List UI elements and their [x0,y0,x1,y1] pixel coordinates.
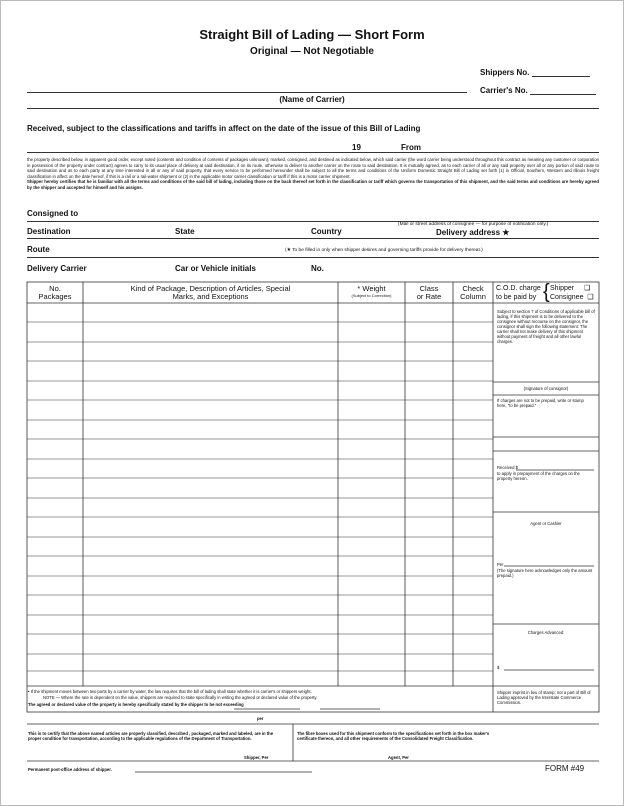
per-value-label: per [257,716,264,721]
water-note: • If the shipment moves between two ports by a carrier by water, the law requires that the bill of lading shall state whether it is carrier's or shippers weight. [28,689,312,694]
agent-cashier-caption: Agent or Cashier [530,521,562,526]
vehicle-no-label: No. [311,264,324,273]
col-header-check-line2: Column [460,292,486,301]
shipper-per-label: Shipper, Per [244,755,269,760]
shippers-no-label: Shippers No. [480,68,530,77]
col-header-check [453,285,493,301]
value-note: NOTE — Where the rate is dependent on the value, shippers are required to state specifically in writing the agreed or declared value of the property. [43,695,318,700]
apply-prepayment: to apply in prepayment of the charges on the property hereon. [497,471,580,481]
dollar-sign: $ [497,665,500,670]
terms-text: the property described below, in apparent good order, except noted (contents and condition of contents of packages unknown), marked, consigned, and destined as indicated below, which said carrier (the word carrier being understood throughout this contract as meaning any customer or corporation in possession of the property under contract) agrees to carry to its usual place of delivery at said destination, if on its route, otherwise to deliver to another carrier on the route to said destination. It is mutually agreed, as to each carrier of all or any said property over all or any portion of said route to said destination and as to each party at any time interested in all or any of said property, that every service to be performed hereunder shall be subject to all the terms and conditions of the Uniform Domestic Straight Bill of Lading set forth (1) in Official, Southern, Western and Illinois freight classification in affect on the date hereof, if this is a rail or a rail-water shipment or (2) in the applicable motor carrier classification or tariff if this is a motor carrier shipment. [27,157,599,179]
cod-shipper-checkbox[interactable]: ❑ [584,285,591,292]
cod-options [550,284,594,302]
form-title: Straight Bill of Lading — Short Form [199,27,425,42]
permanent-address-label: Permanent post-office address of shipper. [28,767,112,772]
per-label: Per [497,562,504,567]
col-header-weight-sub: (Subject to Correction) [351,293,392,298]
declared-value: The agreed or declared value of the property is hereby specifically stated by the shipper to be not exceeding [28,702,244,707]
agent-per-label: Agent, Per [388,755,409,760]
col-header-kind-line1: Kind of Package, Description of Articles, Special [130,284,291,293]
col-header-no: No. [49,284,61,293]
delivery-address-label: Delivery address ★ [436,228,510,237]
country-label: Country [311,227,342,236]
state-label: State [175,227,195,236]
cod-charge-label: C.O.D. charge [496,285,541,292]
route-note: (★ To be filled in only when shipper desires and governing tariffs provide for delivery thereat.) [285,248,483,253]
year-label: 19 [352,143,361,152]
form-number: FORM #49 [545,764,585,773]
charges-advanced: Charges Advanced: [527,630,565,635]
vehicle-initials-label: Car or Vehicle initials [175,264,256,273]
cod-consignee-checkbox[interactable]: ❑ [587,294,594,301]
route-label: Route [27,245,50,254]
destination-label: Destination [27,227,71,236]
delivery-carrier-label: Delivery Carrier [27,264,87,273]
certify-right: The fibre boxes used for this shipment conform to the specifications set forth in the box maker's certificate thereon, and all other requirements of the Consolidated Freight Classification. [297,731,490,742]
col-header-check-line1: Check [462,284,484,293]
imprint-note: Shipper imprint in lieu of stamp; not a part of Bill of Lading approved by the Interstate Commerce Commission. [497,690,591,705]
received-dollar: Received $ [497,465,518,470]
col-header-class-line2: or Rate [416,292,442,301]
carrier-name-caption: (Name of Carrier) [279,95,345,104]
ack-note: (The signature here acknowledges only the amount prepaid.) [497,568,593,578]
cod-paid-by-label: to be paid by [496,294,537,301]
col-header-weight-label: * Weight [357,284,386,293]
consignor-signature-caption: (Signature of consignor) [523,386,569,391]
col-header-class [405,285,453,301]
certify-text: Shipper hereby certifies that he is familiar with all the terms and conditions of the said bill of lading, including those on the back thereof set forth in the classification or tariff which governs the transportation of this shipment, and the said terms and conditions are hereby agreed by the shipper and accepted for himself and his assigns. [27,179,599,190]
prepaid-note: If charges are not to be prepaid, write or stamp here, "to be prepaid." [497,398,584,408]
brace: { [543,281,550,303]
section7-text: Subject to section 7 of Conditions of applicable bill of lading, if this shipment is to be delivered to the consignee without recourse on the consignor, the consignor shall sign the following statement: The carrier shall not make delivery of this shipment without payment of freight and all other lawful charges. [497,309,595,344]
col-header-packages-label: Packages [38,292,72,301]
form-subtitle: Original — Not Negotiable [250,46,374,57]
cod-consignee-label: Consignee [550,294,584,301]
carriers-no-label: Carrier's No. [480,86,528,95]
cod-box [496,284,541,302]
consigned-to-label: Consigned to [27,209,79,218]
received-statement: Received, subject to the classifications and tariffs in affect on the date of the issue of this Bill of Lading [27,124,421,133]
col-header-weight [338,285,405,298]
certify-left: This is to certify that the above named articles are properly classified, described , packaged, marked and labeled, are in the proper condition for transportation, according to the applicable regulations of the Department of Transportation. [28,731,274,742]
col-header-packages [27,285,83,301]
cod-shipper-label: Shipper [550,285,575,292]
col-header-kind-line2: Marks, and Exceptions [172,292,249,301]
col-header-description [83,285,338,301]
col-header-class-line1: Class [419,284,439,293]
from-label: From [401,143,421,152]
mail-note: (Mail or street address of consignee — for purpose of notification only.) [398,222,549,227]
